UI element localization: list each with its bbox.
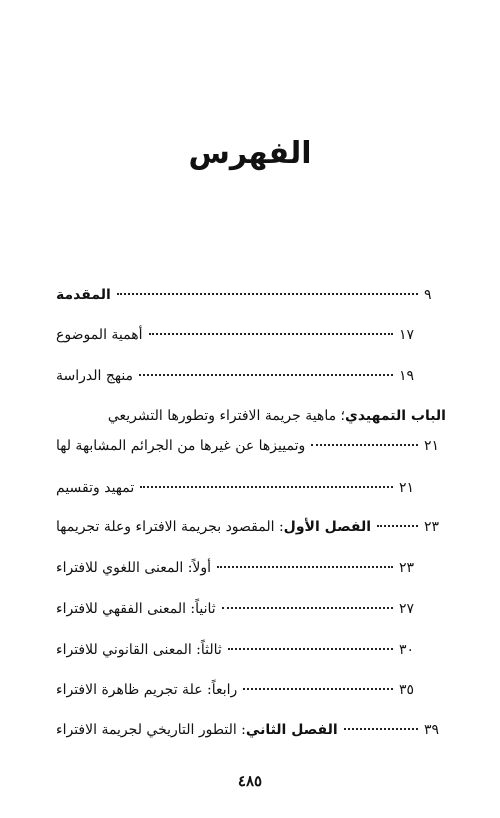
toc-entry-page: ٣٥ [399, 682, 415, 698]
toc-entry-legal-meaning [56, 642, 421, 668]
toc-entry-label-bold: الباب التمهيدي [344, 408, 446, 424]
toc-entry-label: منهج الدراسة [56, 368, 134, 384]
toc-entry-label: تمهيد وتقسيم [56, 480, 135, 496]
toc-entry-label: رابعاً: علة تجريم ظاهرة الافتراء [56, 682, 238, 698]
toc-entry-label: ثانياً: المعنى الفقهي للافتراء [56, 601, 216, 617]
dot-leader [228, 648, 393, 650]
toc-entry-page: ٣٩ [424, 722, 440, 738]
dot-leader [140, 486, 393, 488]
dot-leader [217, 566, 393, 568]
toc-entry-chapter-two [56, 722, 446, 748]
toc-entry-page: ٢٣ [399, 560, 415, 576]
toc-entry-page: ٢٧ [399, 601, 415, 617]
toc-entry-label-rest: : المقصود بجريمة الافتراء وعلة تجريمها [56, 519, 284, 535]
toc-entry-label: وتمييزها عن غيرها من الجرائم المشابهة لها [56, 438, 306, 454]
toc-entry-label-bold: الفصل الثاني [245, 722, 338, 738]
dot-leader [139, 374, 393, 376]
toc-entry-label-rest: ؛ ماهية جريمة الافتراء وتطورها التشريعي [107, 408, 345, 424]
toc-entry-page: ٢١ [424, 438, 440, 454]
toc-entry-label: المقدمة [56, 287, 111, 303]
dot-leader [344, 728, 418, 730]
toc-entry-linguistic-meaning [56, 560, 421, 586]
toc-entry-methodology [56, 368, 421, 394]
dot-leader [311, 444, 418, 446]
toc-entry-topic-importance [56, 327, 421, 353]
toc-entry-label: أهمية الموضوع [56, 327, 143, 343]
toc-entry-preliminary-chapter-line1 [56, 408, 446, 424]
page-title: الفهرس [188, 136, 312, 171]
toc-entry-label-bold: الفصل الأول [283, 519, 372, 535]
page-number: ٤٨٥ [237, 772, 263, 790]
dot-leader [377, 525, 418, 527]
toc-entry-introduction [56, 287, 446, 313]
toc-entry-label: ثالثاً: المعنى القانوني للافتراء [56, 642, 222, 658]
dot-leader [222, 607, 393, 609]
dot-leader [243, 688, 393, 690]
toc-entry-page: ٢١ [399, 480, 415, 496]
toc-entry-preliminary-chapter-line2 [56, 438, 446, 464]
toc-entry-chapter-one [56, 519, 446, 545]
toc-entry-label-rest: : التطور التاريخي لجريمة الافتراء [56, 722, 246, 738]
toc-entry-page: ٢٣ [424, 519, 440, 535]
toc-entry-page: ١٩ [399, 368, 415, 384]
toc-entry-intro-division [56, 480, 421, 506]
toc-entry-page: ٣٠ [399, 642, 415, 658]
toc-entry-label: أولاً: المعنى اللغوي للافتراء [56, 560, 212, 576]
toc-entry-page: ١٧ [399, 327, 415, 343]
dot-leader [149, 333, 393, 335]
dot-leader [117, 293, 418, 295]
toc-entry-page: ٩ [424, 287, 432, 303]
toc-entry-jurisprudential-meaning [56, 601, 421, 627]
toc-entry-criminalization-reason [56, 682, 421, 708]
